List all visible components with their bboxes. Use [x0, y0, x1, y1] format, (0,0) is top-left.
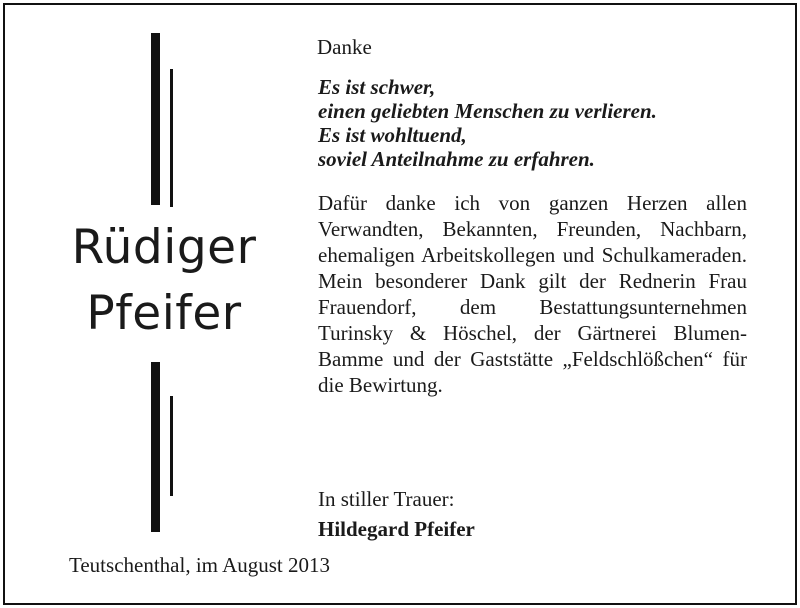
- place-and-date: Teutschenthal, im August 2013: [69, 553, 331, 577]
- decorative-bar-upper-thick: [151, 33, 160, 205]
- deceased-first-name: Rüdiger: [71, 220, 257, 275]
- notice-frame: [3, 3, 797, 605]
- motto-line: Es ist wohltuend,: [318, 123, 467, 147]
- motto-line: einen geliebten Menschen zu verlieren.: [318, 99, 657, 123]
- mourner-name: Hildegard Pfeifer: [318, 517, 475, 541]
- mourning-label: In stiller Trauer:: [318, 487, 455, 511]
- deceased-last-name: Pfeifer: [86, 286, 242, 341]
- thank-you-text: Dafür danke ich von ganzen Herzen allen Verwandten, Bekannten, Freunden, Nachbarn, ehemaligen Arbeitskollegen und Schulkameraden. Mein besonderer Dank gilt der Rednerin Frau Frauendorf, dem Bestattungsunternehmen Turinsky & Höschel, der Gärtnerei Blumen-Bamme und der Gaststätte „Feldschlößchen“ für die Bewirtung.: [318, 191, 747, 397]
- motto: [318, 75, 758, 171]
- motto-line: soviel Anteilnahme zu erfahren.: [318, 147, 595, 171]
- decorative-bar-lower-thin: [170, 396, 173, 496]
- decorative-bar-upper-thin: [170, 69, 173, 207]
- motto-line: Es ist schwer,: [318, 75, 436, 99]
- decorative-bar-lower-thick: [151, 362, 160, 532]
- notice-heading: Danke: [317, 35, 372, 59]
